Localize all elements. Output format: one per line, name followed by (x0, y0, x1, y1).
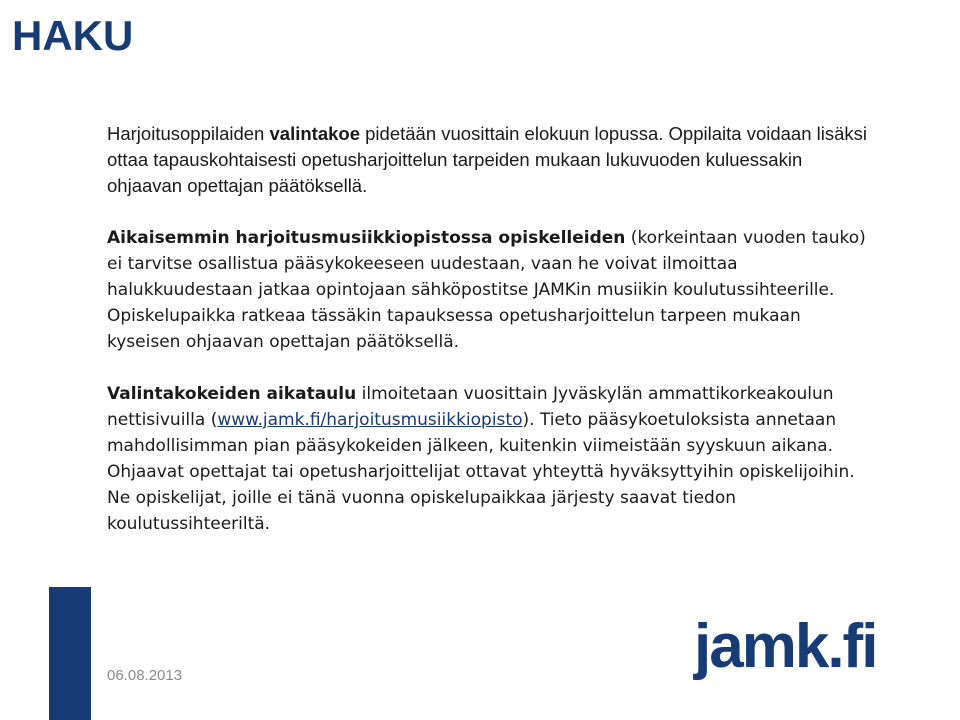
paragraph-text: Harjoitusoppilaiden (107, 123, 270, 144)
slide-content (107, 121, 867, 537)
paragraph-former-students (107, 225, 867, 355)
jamk-logo: jamk.fi (694, 612, 877, 681)
paragraph-text: pidetään vuosittain elokuun lopussa. Oppilaita voidaan lisäksi ottaa tapauskohtaisesti opetusharjoittelun tarpeiden mukaan lukuvuoden kuluessakin ohjaavan opettajan päätöksellä. (107, 123, 868, 196)
slide-title: HAKU (12, 12, 134, 59)
paragraph-text: ilmoitetaan vuosittain Jyväskylän ammattikorkeakoulun nettisivuilla ( (107, 384, 834, 430)
paragraph-schedule (107, 381, 867, 537)
paragraph-text: (korkeintaan vuoden tauko) ei tarvitse osallistua pääsykokeeseen uudestaan, vaan he voivat ilmoittaa halukkuudestaan jatkaa opintojaan sähköpostitse JAMKin musiikin koulutussihteerille. Opiskelupaikka ratkeaa tässäkin tapauksessa opetusharjoittelun tarpeen mukaan kyseisen ohjaavan opettajan päätöksellä. (107, 228, 866, 352)
paragraph-entrance-exam (107, 121, 867, 199)
paragraph-bold-text: Valintakokeiden aikataulu (107, 384, 357, 404)
website-link[interactable]: www.jamk.fi/harjoitusmusiikkiopisto (217, 410, 523, 430)
paragraph-bold-text: valintakoe (269, 123, 360, 144)
paragraph-text: ). Tieto pääsykoetuloksista annetaan mahdollisimman pian pääsykokeiden jälkeen, kuitenkin viimeistään syyskuun aikana. Ohjaavat opettajat tai opetusharjoittelijat ottavat yhteyttä hyväksyttyihin opiskelijoihin. Ne opiskelijat, joille ei tänä vuonna opiskelupaikkaa järjesty saavat tiedon koulutussihteeriltä. (107, 410, 855, 534)
footer-date: 06.08.2013 (107, 667, 183, 684)
paragraph-bold-text: Aikaisemmin harjoitusmusiikkiopistossa opiskelleiden (107, 228, 626, 248)
accent-bar (49, 587, 91, 720)
